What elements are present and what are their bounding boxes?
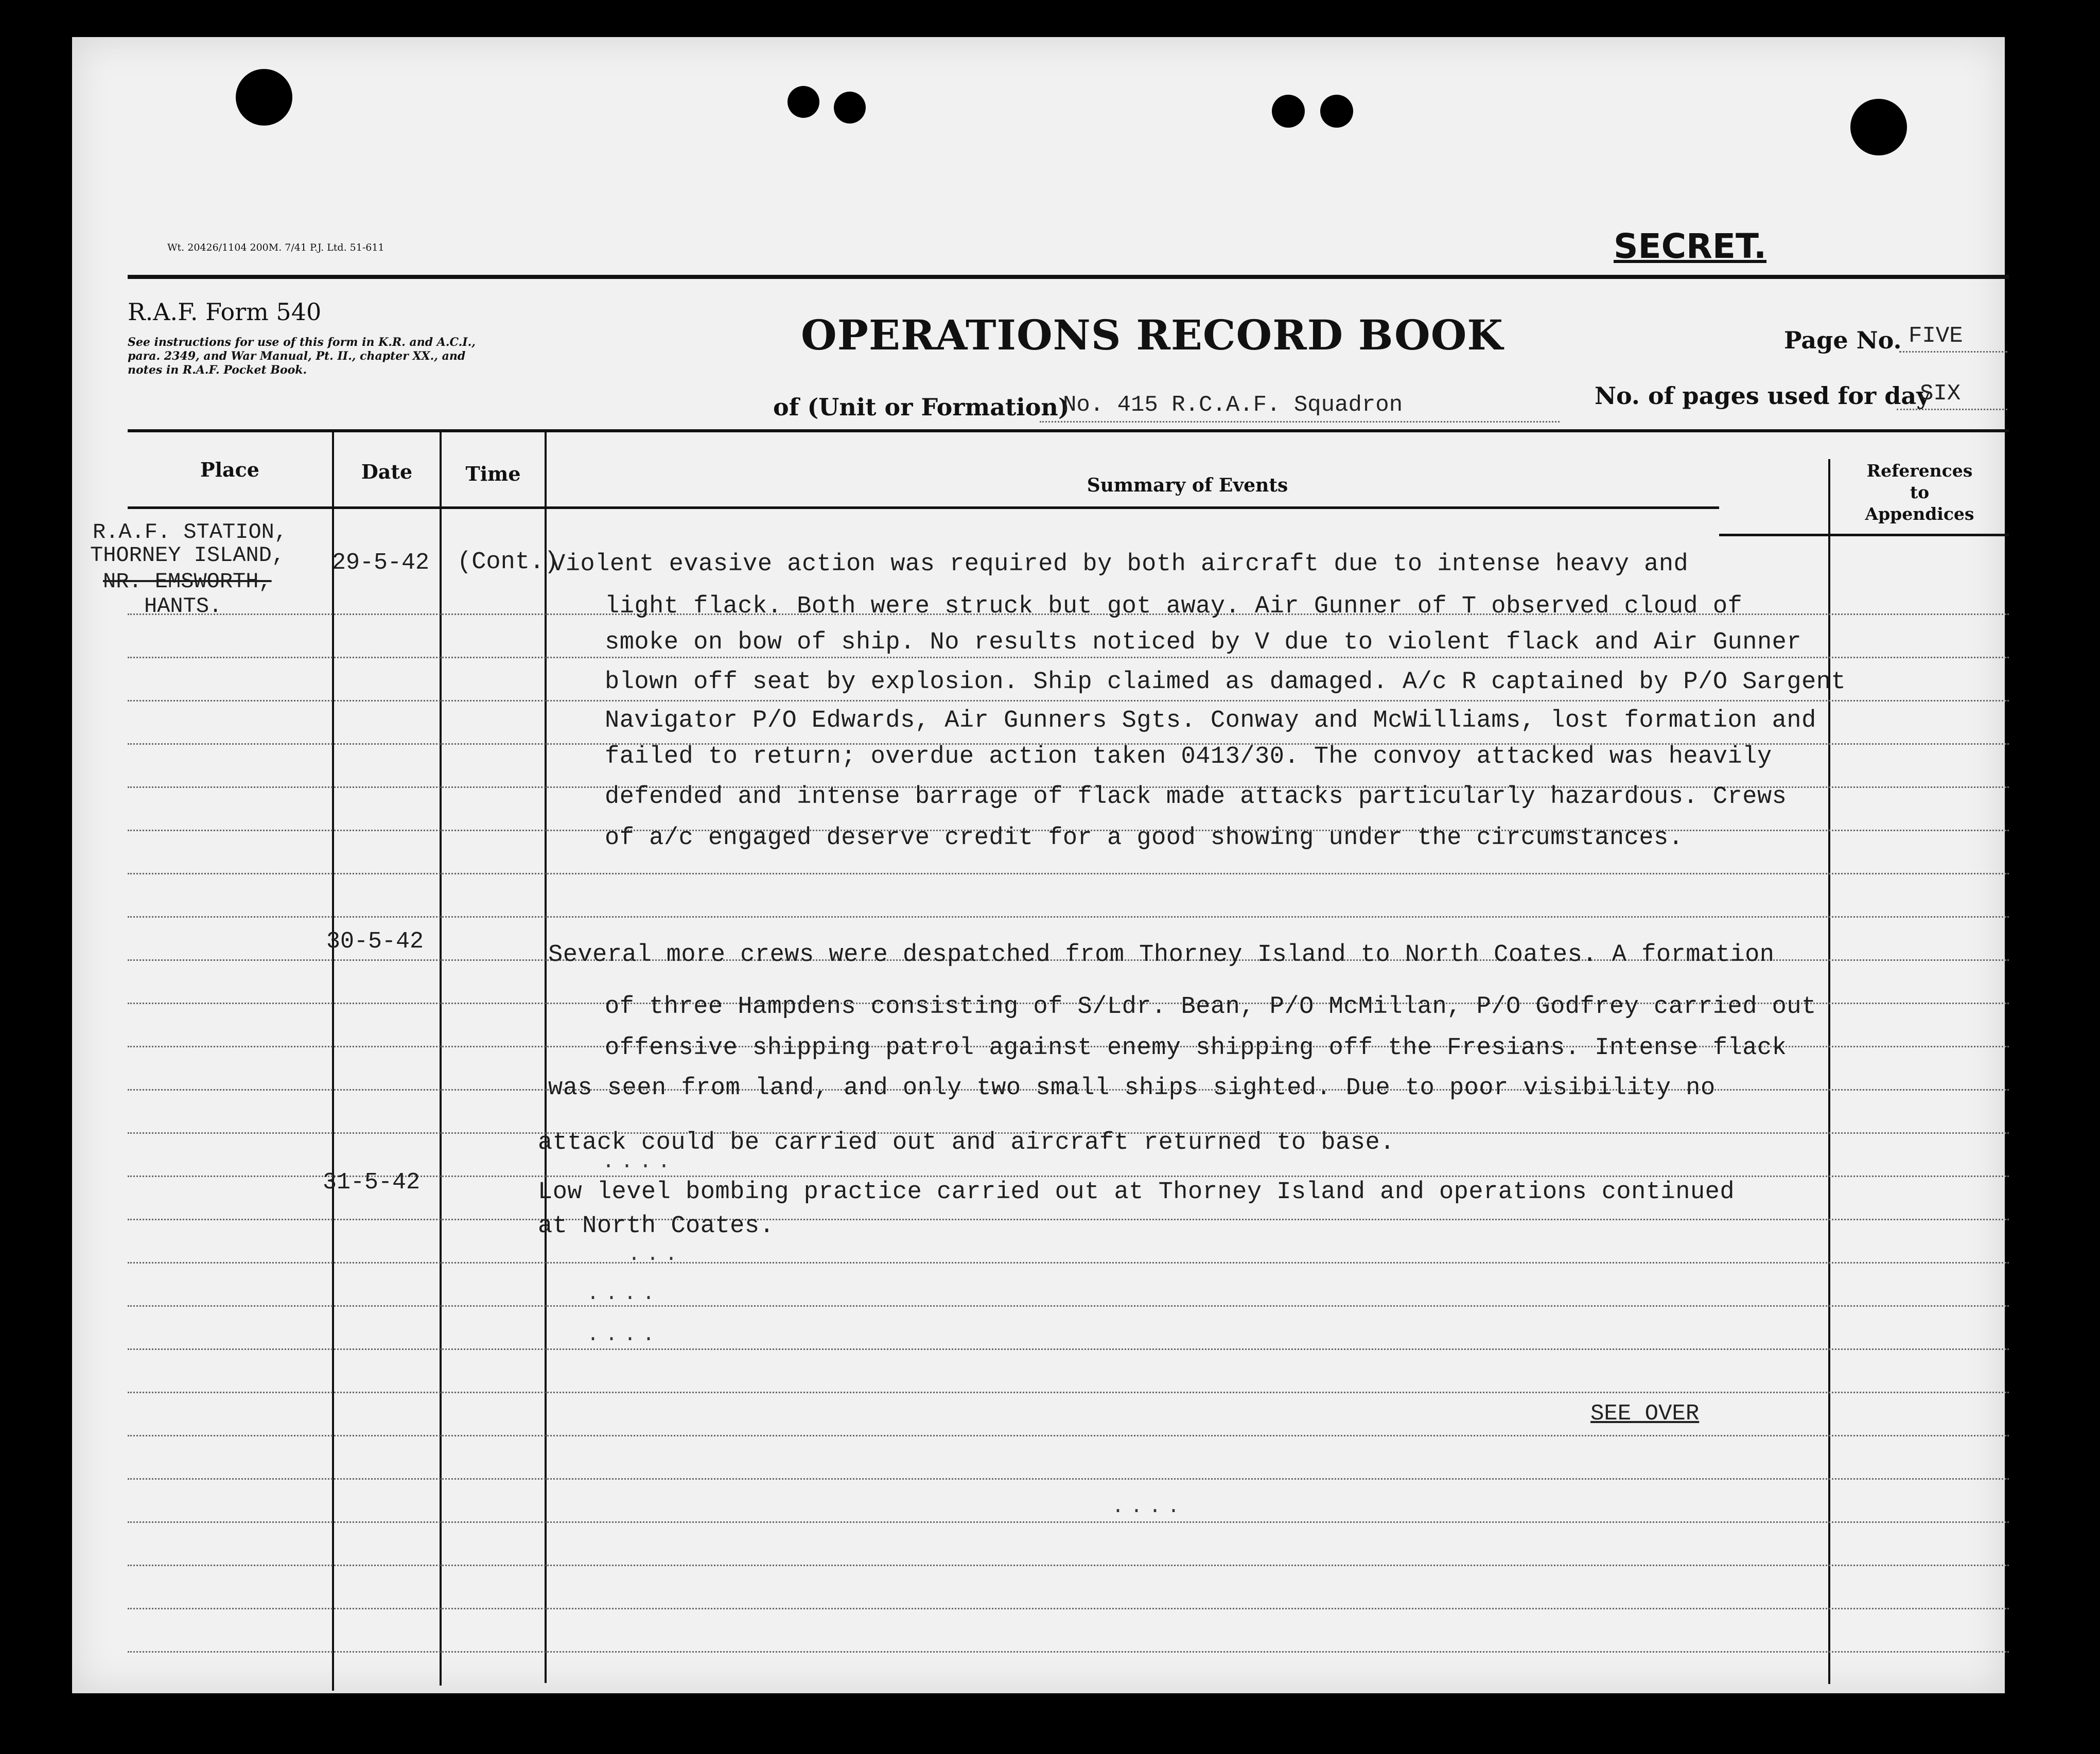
pages-used-label: No. of pages used for day: [1595, 382, 1930, 410]
table-header-rule: [128, 506, 1719, 509]
form-instructions-line: See instructions for use of this form in K.R. and A.C.I.,: [128, 336, 476, 349]
references-header-rule: [1719, 534, 2009, 536]
summary-line: Low level bombing practice carried out at Thorney Island and operations continued: [538, 1179, 1735, 1206]
ruled-row-line: [128, 1435, 2009, 1436]
punch-hole: [1320, 95, 1353, 128]
form-instructions-line: para. 2349, and War Manual, Pt. II., chapter XX., and: [128, 349, 466, 363]
column-header-references: [1830, 460, 2009, 525]
record-sheet: [72, 37, 2005, 1693]
place-line: R.A.F. STATION,: [93, 520, 288, 545]
punch-hole: [834, 92, 866, 124]
column-header-references-line: References: [1866, 461, 1973, 481]
summary-line: of three Hampdens consisting of S/Ldr. Bean, P/O McMillan, P/O Godfrey carried out: [605, 993, 1816, 1021]
summary-line: Several more crews were despatched from Thorney Island to North Coates. A formation: [548, 941, 1775, 969]
ruled-row-line: [128, 1521, 2009, 1523]
punch-hole: [1272, 95, 1305, 128]
date-entry: 30-5-42: [326, 928, 424, 955]
column-header-summary: Summary of Events: [1087, 475, 1288, 496]
date-time-divider: [440, 432, 442, 1686]
place-date-divider: [332, 432, 334, 1691]
see-over-note: SEE OVER: [1590, 1401, 1700, 1427]
stray-dots: ....: [1112, 1496, 1186, 1519]
place-line: THORNEY ISLAND,: [90, 543, 285, 568]
ruled-row-line: [128, 1478, 2009, 1480]
ruled-row-line: [128, 873, 2009, 874]
ruled-row-line: [128, 1348, 2009, 1350]
summary-line: Navigator P/O Edwards, Air Gunners Sgts. Conway and McWilliams, lost formation and: [605, 707, 1816, 734]
form-instructions-line: notes in R.A.F. Pocket Book.: [128, 363, 307, 377]
form-number: R.A.F. Form 540: [128, 298, 322, 326]
date-entry: 31-5-42: [323, 1169, 421, 1196]
column-header-references-line: Appendices: [1865, 504, 1974, 524]
unit-label: of (Unit or Formation): [773, 393, 1070, 421]
form-instructions: [128, 336, 622, 377]
stray-dots: ...: [628, 1243, 684, 1267]
date-entry: 29-5-42: [332, 550, 430, 576]
ruled-row-line: [128, 1608, 2009, 1609]
ruled-row-line: [128, 1262, 2009, 1264]
summary-line: smoke on bow of ship. No results noticed by V due to violent flack and Air Gunner: [605, 629, 1802, 656]
pages-used-rule: [1897, 409, 2007, 410]
time-summary-divider: [545, 432, 547, 1683]
ruled-row-line: [128, 1392, 2009, 1393]
summary-line: light flack. Both were struck but got away. Air Gunner of T observed cloud of: [605, 593, 1743, 620]
summary-line: of a/c engaged deserve credit for a good showing under the circumstances.: [605, 825, 1684, 852]
unit-rule: [1040, 421, 1560, 423]
summary-line: was seen from land, and only two small ships sighted. Due to poor visibility no: [548, 1075, 1716, 1102]
binder-hole-right: [1850, 99, 1907, 155]
stray-dots: ....: [587, 1283, 661, 1306]
summary-line: blown off seat by explosion. Ship claimed as damaged. A/c R captained by P/O Sargent: [605, 669, 1846, 696]
column-header-references-line: to: [1910, 482, 1930, 502]
header-top-rule: [128, 275, 2009, 279]
column-header-date: Date: [361, 460, 413, 483]
summary-line: attack could be carried out and aircraft returned to base.: [538, 1129, 1395, 1156]
classification-stamp: SECRET.: [1614, 226, 1767, 266]
page-number-label: Page No.: [1784, 326, 1902, 354]
summary-line: at North Coates.: [538, 1213, 775, 1240]
summary-references-divider: [1828, 459, 1830, 1684]
summary-line: Violent evasive action was required by both aircraft due to intense heavy and: [551, 551, 1689, 578]
stray-dots: ....: [602, 1151, 677, 1174]
page-number-value: FIVE: [1909, 323, 1963, 349]
summary-line: offensive shipping patrol against enemy shipping off the Fresians. Intense flack: [605, 1034, 1787, 1062]
page-number-rule: [1899, 351, 2007, 353]
print-code: Wt. 20426/1104 200M. 7/41 P.J. Ltd. 51-611: [167, 242, 384, 253]
place-line: NR. EMSWORTH,: [103, 569, 272, 594]
binder-hole-left: [236, 69, 292, 126]
ruled-row-line: [128, 1565, 2009, 1566]
table-top-rule: [128, 429, 2009, 432]
time-entry: (Cont.): [457, 549, 559, 576]
ruled-row-line: [128, 657, 2009, 658]
ruled-row-line: [128, 700, 2009, 701]
column-header-place: Place: [200, 458, 259, 481]
page-title: OPERATIONS RECORD BOOK: [801, 311, 1503, 359]
ruled-row-line: [128, 1219, 2009, 1220]
ruled-row-line: [128, 1651, 2009, 1653]
punch-hole: [787, 86, 819, 118]
stray-dots: ....: [587, 1324, 661, 1347]
place-line: HANTS.: [144, 594, 222, 619]
pages-used-value: SIX: [1920, 381, 1961, 407]
summary-line: defended and intense barrage of flack made attacks particularly hazardous. Crews: [605, 783, 1787, 811]
ruled-row-line: [128, 1305, 2009, 1307]
ruled-row-line: [128, 916, 2009, 918]
column-header-time: Time: [465, 462, 521, 485]
summary-line: failed to return; overdue action taken 0413/30. The convoy attacked was heavily: [605, 743, 1772, 770]
unit-value: No. 415 R.C.A.F. Squadron: [1063, 392, 1403, 418]
